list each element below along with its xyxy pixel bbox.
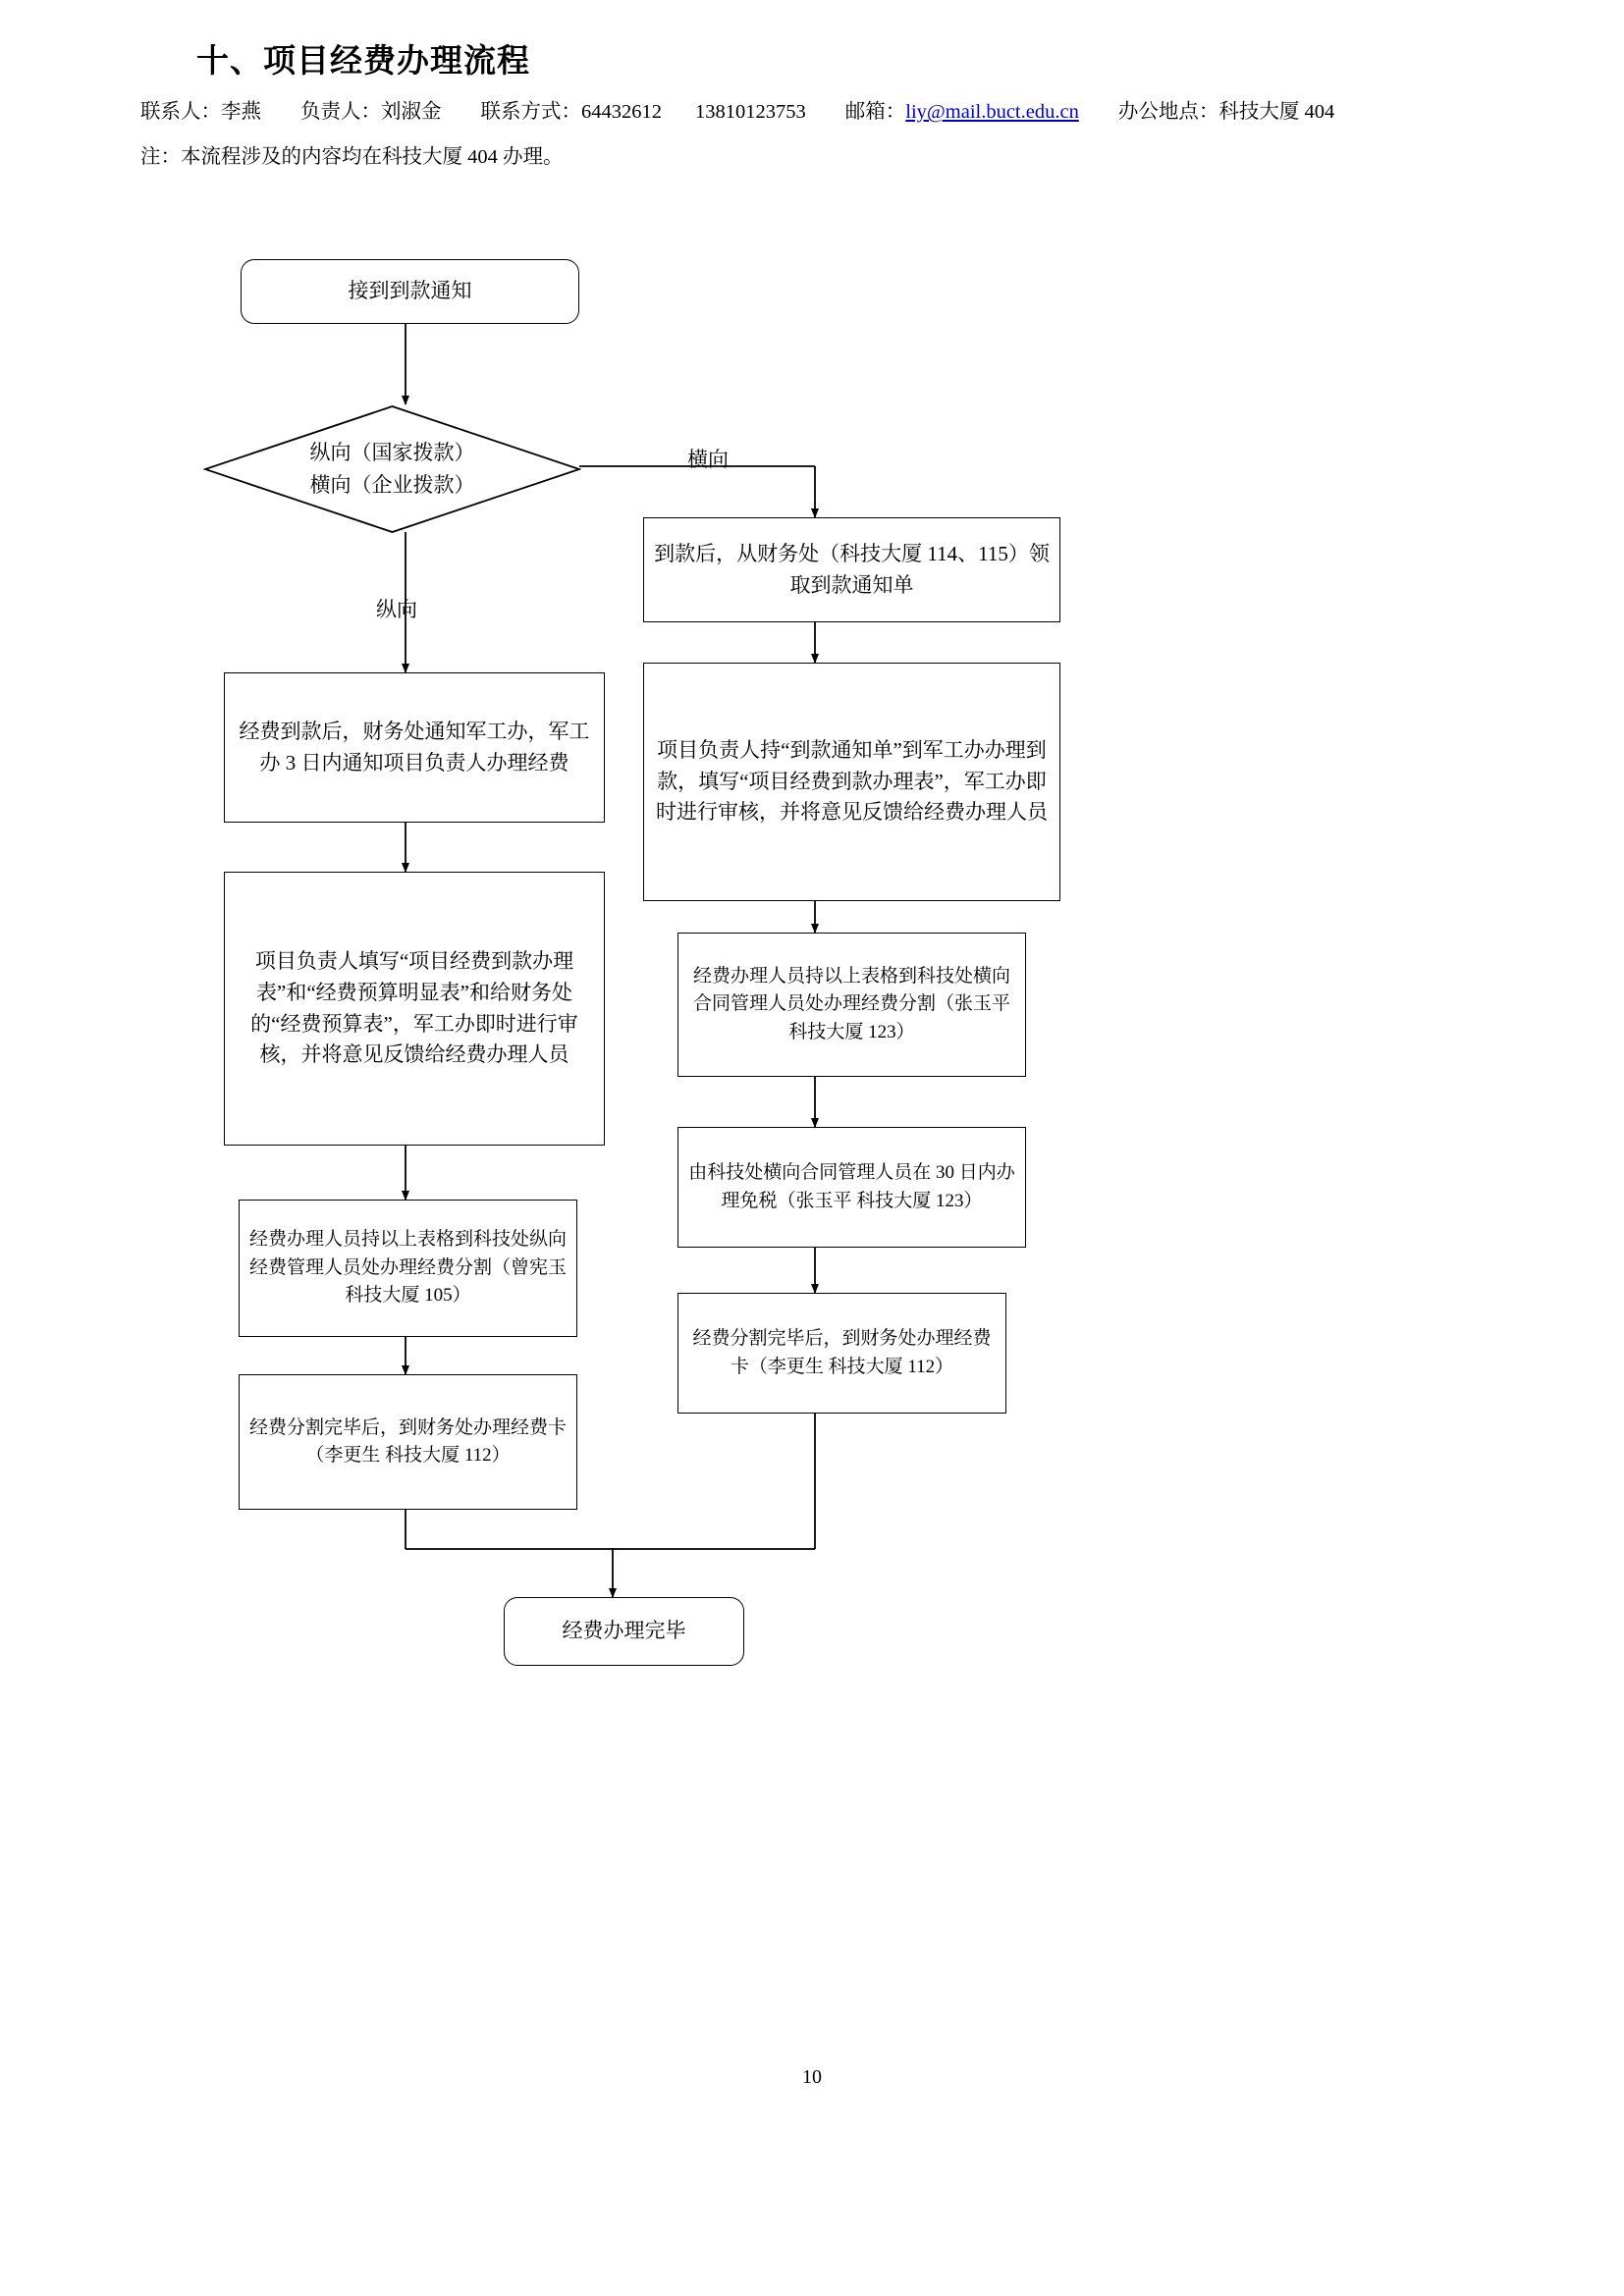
- node-end: [504, 1597, 744, 1666]
- node-decision-label-line2: 横向（企业拨款）: [309, 473, 475, 497]
- node-right-3: [677, 933, 1026, 1077]
- node-left-1: [224, 672, 605, 823]
- node-right-4-label: 由科技处横向合同管理人员在 30 日内办理免税（张玉平 科技大厦 123）: [688, 1162, 1015, 1211]
- page-title: 十、项目经费办理流程: [196, 44, 530, 80]
- email-label: 邮箱：: [844, 101, 906, 123]
- node-left-3: [239, 1200, 577, 1337]
- node-start-label: 接到到款通知: [348, 279, 472, 303]
- node-right-2-label: 项目负责人持“到款通知单”到军工办办理到款，填写“项目经费到款办理表”，军工办即时进行审核，并将意见反馈给经费办理人员: [656, 737, 1048, 825]
- node-right-5-label: 经费分割完毕后，到财务处办理经费卡（李更生 科技大厦 112）: [692, 1328, 992, 1377]
- node-right-3-label: 经费办理人员持以上表格到科技处横向合同管理人员处办理经费分割（张玉平 科技大厦 123）: [692, 965, 1010, 1042]
- node-left-1-label: 经费到款后，财务处通知军工办，军工办 3 日内通知项目负责人办理经费: [239, 719, 590, 774]
- office-label: 办公地点：: [1117, 101, 1219, 123]
- email-link[interactable]: liy@mail.buct.edu.cn: [905, 101, 1079, 123]
- edge-label-vertical: 纵向: [376, 598, 417, 621]
- node-right-2: [643, 663, 1060, 901]
- node-left-3-label: 经费办理人员持以上表格到科技处纵向经费管理人员处办理经费分割（曾宪玉 科技大厦 105）: [249, 1229, 568, 1307]
- node-right-1: [643, 517, 1060, 622]
- node-decision-label-line1: 纵向（国家拨款）: [309, 441, 475, 465]
- node-left-2: [224, 872, 605, 1146]
- node-right-4: [677, 1127, 1026, 1248]
- node-left-4-label: 经费分割完毕后，到财务处办理经费卡（李更生 科技大厦 112）: [249, 1416, 568, 1466]
- node-end-label: 经费办理完毕: [562, 1619, 686, 1643]
- node-left-2-label: 项目负责人填写“项目经费到款办理表”和“经费预算明显表”和给财务处的“经费预算表”，军工办即时进行审核，并将意见反馈给经费办理人员: [250, 948, 578, 1067]
- office-location: 科技大厦 404: [1218, 101, 1335, 123]
- contact-label: 联系人：: [140, 101, 221, 123]
- phone-primary: 64432612: [581, 101, 662, 123]
- phone-label: 联系方式：: [480, 101, 581, 123]
- owner-label: 负责人：: [300, 101, 381, 123]
- contact-info-line: [140, 94, 1334, 124]
- node-decision: [203, 404, 581, 534]
- node-left-4: [239, 1374, 577, 1510]
- contact-name: 李燕: [221, 101, 261, 123]
- edge-label-horizontal: 横向: [687, 448, 729, 471]
- node-right-5: [677, 1293, 1006, 1414]
- page-number: 10: [802, 2066, 822, 2088]
- process-note: 注：本流程涉及的内容均在科技大厦 404 办理。: [140, 146, 564, 168]
- node-right-1-label: 到款后，从财务处（科技大厦 114、115）领取到款通知单: [654, 541, 1050, 597]
- owner-name: 刘淑金: [381, 101, 442, 123]
- node-start: [241, 259, 579, 324]
- phone-secondary: 13810123753: [695, 101, 806, 123]
